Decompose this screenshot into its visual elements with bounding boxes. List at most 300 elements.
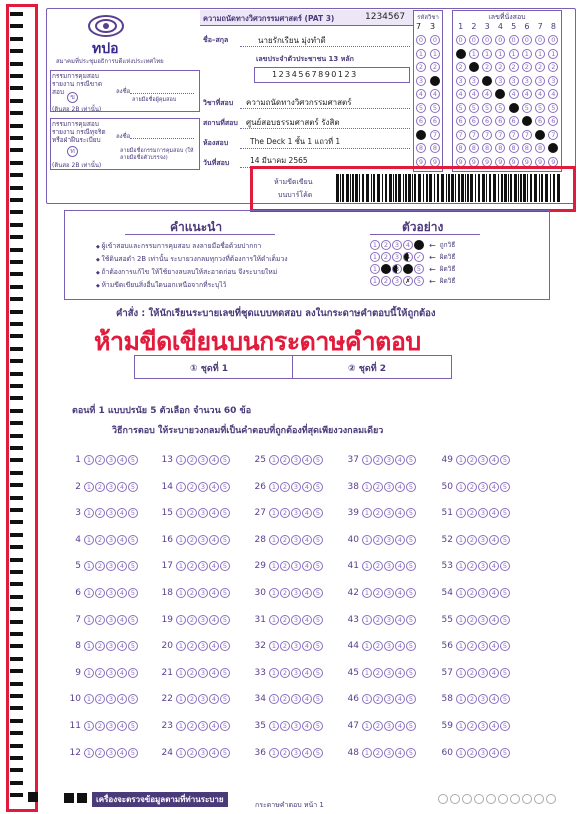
choice-bubble[interactable]: 3	[198, 535, 208, 545]
choice-bubble[interactable]: 5	[313, 615, 323, 625]
choice-bubble[interactable]: 3	[478, 482, 488, 492]
seat-bubble[interactable]: 8	[509, 143, 519, 153]
choice-bubble[interactable]: 4	[117, 561, 127, 571]
seat-bubble[interactable]: 2	[495, 62, 505, 72]
seat-bubble[interactable]: 2	[456, 62, 466, 72]
choice-bubble[interactable]: 5	[406, 561, 416, 571]
choice-bubble[interactable]: 2	[280, 535, 290, 545]
choice-bubble[interactable]: 2	[187, 615, 197, 625]
seat-bubble[interactable]: 9	[548, 157, 558, 167]
seat-bubble[interactable]: 3	[548, 76, 558, 86]
choice-bubble[interactable]: 3	[291, 721, 301, 731]
choice-bubble[interactable]: 2	[373, 588, 383, 598]
choice-bubble[interactable]: 2	[280, 694, 290, 704]
choice-bubble[interactable]: 3	[384, 641, 394, 651]
seat-bubble[interactable]: 5	[456, 103, 466, 113]
choice-bubble[interactable]: 5	[313, 668, 323, 678]
choice-bubble[interactable]: 1	[176, 668, 186, 678]
seat-bubble[interactable]: 0	[548, 35, 558, 45]
subject-code-bubble[interactable]: 5	[430, 103, 440, 113]
choice-bubble[interactable]: 1	[456, 535, 466, 545]
choice-bubble[interactable]: 4	[209, 455, 219, 465]
choice-bubble[interactable]: 4	[489, 615, 499, 625]
choice-bubble[interactable]: 1	[362, 641, 372, 651]
seat-bubble[interactable]: 8	[522, 143, 532, 153]
choice-bubble[interactable]: 5	[406, 721, 416, 731]
choice-bubble[interactable]: 4	[209, 668, 219, 678]
choice-bubble[interactable]: 1	[84, 721, 94, 731]
choice-bubble[interactable]: 2	[373, 694, 383, 704]
choice-bubble[interactable]: 3	[106, 508, 116, 518]
seat-bubble[interactable]: 1	[522, 49, 532, 59]
choice-bubble[interactable]: 3	[198, 721, 208, 731]
choice-bubble[interactable]: 2	[187, 508, 197, 518]
choice-bubble[interactable]: 1	[269, 508, 279, 518]
choice-bubble[interactable]: 1	[84, 748, 94, 758]
choice-bubble[interactable]: 4	[489, 694, 499, 704]
choice-bubble[interactable]: 1	[269, 694, 279, 704]
choice-bubble[interactable]: 4	[489, 721, 499, 731]
choice-bubble[interactable]: 5	[313, 721, 323, 731]
choice-bubble[interactable]: 2	[373, 482, 383, 492]
choice-bubble[interactable]: 5	[500, 641, 510, 651]
choice-bubble[interactable]: 3	[384, 588, 394, 598]
set-2-option[interactable]: ② ชุดที่ 2	[348, 364, 387, 374]
choice-bubble[interactable]: 3	[384, 561, 394, 571]
subject-code-bubble[interactable]: 4	[416, 89, 426, 99]
choice-bubble[interactable]: 5	[128, 668, 138, 678]
choice-bubble[interactable]: 2	[187, 482, 197, 492]
seat-bubble[interactable]: 9	[535, 157, 545, 167]
seat-bubble[interactable]: 7	[522, 130, 532, 140]
seat-bubble[interactable]: 0	[522, 35, 532, 45]
choice-bubble[interactable]: 1	[269, 641, 279, 651]
choice-bubble[interactable]: 3	[291, 508, 301, 518]
choice-bubble[interactable]: 2	[373, 561, 383, 571]
seat-bubble[interactable]: 9	[522, 157, 532, 167]
choice-bubble[interactable]: 2	[373, 535, 383, 545]
choice-bubble[interactable]: 5	[220, 668, 230, 678]
choice-bubble[interactable]: 2	[373, 615, 383, 625]
choice-bubble[interactable]: 1	[362, 668, 372, 678]
seat-bubble[interactable]: 3	[535, 76, 545, 86]
choice-bubble[interactable]: 2	[467, 748, 477, 758]
choice-bubble[interactable]: 4	[209, 615, 219, 625]
choice-bubble[interactable]: 4	[302, 615, 312, 625]
choice-bubble[interactable]: 1	[84, 588, 94, 598]
seat-bubble[interactable]: 3	[482, 76, 492, 86]
seat-bubble[interactable]: 1	[482, 49, 492, 59]
choice-bubble[interactable]: 4	[302, 748, 312, 758]
choice-bubble[interactable]: 4	[302, 455, 312, 465]
seat-bubble[interactable]: 6	[522, 116, 532, 126]
seat-bubble[interactable]: 5	[548, 103, 558, 113]
choice-bubble[interactable]: 1	[456, 721, 466, 731]
choice-bubble[interactable]: 2	[95, 482, 105, 492]
choice-bubble[interactable]: 5	[220, 561, 230, 571]
choice-bubble[interactable]: 5	[500, 455, 510, 465]
choice-bubble[interactable]: 1	[456, 615, 466, 625]
choice-bubble[interactable]: 1	[362, 482, 372, 492]
choice-bubble[interactable]: 3	[291, 668, 301, 678]
seat-bubble[interactable]: 7	[456, 130, 466, 140]
choice-bubble[interactable]: 5	[313, 561, 323, 571]
choice-bubble[interactable]: 4	[489, 641, 499, 651]
choice-bubble[interactable]: 5	[406, 615, 416, 625]
choice-bubble[interactable]: 4	[209, 641, 219, 651]
choice-bubble[interactable]: 4	[209, 535, 219, 545]
subject-code-bubble[interactable]: 6	[430, 116, 440, 126]
choice-bubble[interactable]: 2	[373, 641, 383, 651]
choice-bubble[interactable]: 5	[313, 748, 323, 758]
choice-bubble[interactable]: 1	[176, 615, 186, 625]
seat-bubble[interactable]: 2	[482, 62, 492, 72]
choice-bubble[interactable]: 3	[384, 535, 394, 545]
choice-bubble[interactable]: 5	[500, 561, 510, 571]
seat-bubble[interactable]: 9	[495, 157, 505, 167]
choice-bubble[interactable]: 4	[302, 721, 312, 731]
seat-bubble[interactable]: 1	[469, 49, 479, 59]
choice-bubble[interactable]: 1	[269, 588, 279, 598]
choice-bubble[interactable]: 2	[95, 748, 105, 758]
choice-bubble[interactable]: 2	[187, 721, 197, 731]
seat-bubble[interactable]: 4	[509, 89, 519, 99]
choice-bubble[interactable]: 5	[220, 455, 230, 465]
choice-bubble[interactable]: 5	[313, 588, 323, 598]
seat-bubble[interactable]: 0	[495, 35, 505, 45]
seat-bubble[interactable]: 2	[469, 62, 479, 72]
choice-bubble[interactable]: 5	[313, 535, 323, 545]
choice-bubble[interactable]: 4	[209, 561, 219, 571]
choice-bubble[interactable]: 1	[456, 561, 466, 571]
subject-code-bubble[interactable]: 9	[416, 157, 426, 167]
choice-bubble[interactable]: 5	[500, 588, 510, 598]
choice-bubble[interactable]: 1	[362, 561, 372, 571]
choice-bubble[interactable]: 1	[269, 482, 279, 492]
choice-bubble[interactable]: 3	[198, 508, 208, 518]
choice-bubble[interactable]: 5	[500, 721, 510, 731]
choice-bubble[interactable]: 3	[384, 668, 394, 678]
seat-bubble[interactable]: 2	[509, 62, 519, 72]
seat-bubble[interactable]: 8	[469, 143, 479, 153]
cheat-bubble[interactable]: ท	[67, 146, 78, 157]
choice-bubble[interactable]: 4	[117, 668, 127, 678]
subject-code-bubble[interactable]: 0	[430, 35, 440, 45]
choice-bubble[interactable]: 1	[84, 641, 94, 651]
choice-bubble[interactable]: 1	[456, 641, 466, 651]
choice-bubble[interactable]: 2	[467, 561, 477, 571]
choice-bubble[interactable]: 4	[117, 588, 127, 598]
choice-bubble[interactable]: 4	[395, 748, 405, 758]
seat-bubble[interactable]: 3	[509, 76, 519, 86]
choice-bubble[interactable]: 3	[291, 482, 301, 492]
choice-bubble[interactable]: 1	[362, 455, 372, 465]
choice-bubble[interactable]: 1	[84, 615, 94, 625]
choice-bubble[interactable]: 3	[106, 615, 116, 625]
choice-bubble[interactable]: 2	[95, 508, 105, 518]
seat-bubble[interactable]: 5	[535, 103, 545, 113]
choice-bubble[interactable]: 5	[500, 668, 510, 678]
choice-bubble[interactable]: 4	[489, 508, 499, 518]
choice-bubble[interactable]: 4	[395, 482, 405, 492]
choice-bubble[interactable]: 2	[95, 588, 105, 598]
choice-bubble[interactable]: 2	[280, 455, 290, 465]
seat-bubble[interactable]: 5	[482, 103, 492, 113]
choice-bubble[interactable]: 2	[467, 588, 477, 598]
choice-bubble[interactable]: 1	[176, 721, 186, 731]
choice-bubble[interactable]: 1	[269, 535, 279, 545]
choice-bubble[interactable]: 4	[302, 588, 312, 598]
choice-bubble[interactable]: 1	[84, 561, 94, 571]
subject-code-bubble[interactable]: 3	[416, 76, 426, 86]
choice-bubble[interactable]: 5	[313, 455, 323, 465]
choice-bubble[interactable]: 1	[176, 588, 186, 598]
choice-bubble[interactable]: 4	[395, 588, 405, 598]
choice-bubble[interactable]: 1	[269, 721, 279, 731]
choice-bubble[interactable]: 2	[187, 641, 197, 651]
choice-bubble[interactable]: 1	[362, 748, 372, 758]
choice-bubble[interactable]: 2	[187, 588, 197, 598]
choice-bubble[interactable]: 3	[106, 721, 116, 731]
seat-bubble[interactable]: 6	[495, 116, 505, 126]
choice-bubble[interactable]: 1	[176, 748, 186, 758]
choice-bubble[interactable]: 2	[373, 721, 383, 731]
choice-bubble[interactable]: 3	[291, 641, 301, 651]
seat-bubble[interactable]: 1	[509, 49, 519, 59]
choice-bubble[interactable]: 4	[395, 455, 405, 465]
choice-bubble[interactable]: 1	[362, 508, 372, 518]
seat-bubble[interactable]: 6	[456, 116, 466, 126]
seat-bubble[interactable]: 3	[456, 76, 466, 86]
choice-bubble[interactable]: 5	[128, 482, 138, 492]
subject-code-bubble[interactable]: 0	[416, 35, 426, 45]
choice-bubble[interactable]: 3	[291, 748, 301, 758]
choice-bubble[interactable]: 5	[313, 694, 323, 704]
choice-bubble[interactable]: 5	[500, 482, 510, 492]
seat-bubble[interactable]: 6	[509, 116, 519, 126]
choice-bubble[interactable]: 1	[176, 694, 186, 704]
seat-bubble[interactable]: 3	[495, 76, 505, 86]
choice-bubble[interactable]: 4	[489, 482, 499, 492]
choice-bubble[interactable]: 2	[187, 694, 197, 704]
choice-bubble[interactable]: 3	[106, 748, 116, 758]
choice-bubble[interactable]: 1	[176, 535, 186, 545]
seat-bubble[interactable]: 1	[535, 49, 545, 59]
choice-bubble[interactable]: 2	[467, 455, 477, 465]
choice-bubble[interactable]: 5	[220, 748, 230, 758]
choice-bubble[interactable]: 3	[106, 455, 116, 465]
choice-bubble[interactable]: 1	[456, 482, 466, 492]
choice-bubble[interactable]: 1	[362, 615, 372, 625]
choice-bubble[interactable]: 2	[187, 535, 197, 545]
subject-code-bubble[interactable]: 1	[416, 49, 426, 59]
seat-bubble[interactable]: 0	[456, 35, 466, 45]
choice-bubble[interactable]: 5	[406, 641, 416, 651]
choice-bubble[interactable]: 1	[456, 668, 466, 678]
seat-bubble[interactable]: 4	[456, 89, 466, 99]
seat-bubble[interactable]: 6	[548, 116, 558, 126]
choice-bubble[interactable]: 5	[128, 641, 138, 651]
seat-bubble[interactable]: 9	[456, 157, 466, 167]
choice-bubble[interactable]: 2	[467, 615, 477, 625]
choice-bubble[interactable]: 3	[106, 535, 116, 545]
choice-bubble[interactable]: 5	[500, 535, 510, 545]
choice-bubble[interactable]: 3	[291, 615, 301, 625]
choice-bubble[interactable]: 3	[198, 482, 208, 492]
choice-bubble[interactable]: 3	[384, 455, 394, 465]
set-1-option[interactable]: ① ชุดที่ 1	[190, 364, 229, 374]
choice-bubble[interactable]: 2	[95, 694, 105, 704]
choice-bubble[interactable]: 4	[302, 508, 312, 518]
subject-code-bubble[interactable]: 8	[430, 143, 440, 153]
choice-bubble[interactable]: 1	[84, 455, 94, 465]
choice-bubble[interactable]: 4	[302, 641, 312, 651]
seat-bubble[interactable]: 6	[535, 116, 545, 126]
seat-bubble[interactable]: 0	[509, 35, 519, 45]
choice-bubble[interactable]: 1	[269, 748, 279, 758]
choice-bubble[interactable]: 2	[95, 615, 105, 625]
seat-bubble[interactable]: 9	[469, 157, 479, 167]
choice-bubble[interactable]: 4	[489, 668, 499, 678]
seat-bubble[interactable]: 7	[482, 130, 492, 140]
choice-bubble[interactable]: 2	[280, 748, 290, 758]
subject-code-bubble[interactable]: 2	[430, 62, 440, 72]
choice-bubble[interactable]: 2	[280, 508, 290, 518]
subject-code-bubble[interactable]: 5	[416, 103, 426, 113]
choice-bubble[interactable]: 1	[456, 694, 466, 704]
seat-bubble[interactable]: 1	[548, 49, 558, 59]
choice-bubble[interactable]: 3	[478, 508, 488, 518]
seat-bubble[interactable]: 7	[509, 130, 519, 140]
choice-bubble[interactable]: 3	[478, 641, 488, 651]
choice-bubble[interactable]: 3	[384, 615, 394, 625]
choice-bubble[interactable]: 2	[373, 455, 383, 465]
choice-bubble[interactable]: 4	[302, 561, 312, 571]
choice-bubble[interactable]: 4	[117, 535, 127, 545]
seat-bubble[interactable]: 3	[522, 76, 532, 86]
choice-bubble[interactable]: 4	[209, 588, 219, 598]
choice-bubble[interactable]: 1	[176, 508, 186, 518]
choice-bubble[interactable]: 5	[406, 588, 416, 598]
choice-bubble[interactable]: 4	[395, 535, 405, 545]
choice-bubble[interactable]: 2	[467, 668, 477, 678]
choice-bubble[interactable]: 5	[406, 482, 416, 492]
choice-bubble[interactable]: 2	[280, 615, 290, 625]
choice-bubble[interactable]: 2	[467, 721, 477, 731]
choice-bubble[interactable]: 3	[478, 615, 488, 625]
seat-bubble[interactable]: 4	[469, 89, 479, 99]
choice-bubble[interactable]: 1	[456, 508, 466, 518]
choice-bubble[interactable]: 3	[384, 721, 394, 731]
choice-bubble[interactable]: 3	[478, 455, 488, 465]
choice-bubble[interactable]: 2	[280, 668, 290, 678]
choice-bubble[interactable]: 2	[187, 561, 197, 571]
seat-bubble[interactable]: 4	[482, 89, 492, 99]
choice-bubble[interactable]: 3	[106, 588, 116, 598]
choice-bubble[interactable]: 3	[478, 535, 488, 545]
choice-bubble[interactable]: 3	[478, 588, 488, 598]
choice-bubble[interactable]: 5	[220, 615, 230, 625]
choice-bubble[interactable]: 3	[198, 455, 208, 465]
choice-bubble[interactable]: 5	[500, 748, 510, 758]
seat-bubble[interactable]: 8	[495, 143, 505, 153]
seat-bubble[interactable]: 7	[495, 130, 505, 140]
seat-bubble[interactable]: 0	[535, 35, 545, 45]
choice-bubble[interactable]: 4	[117, 721, 127, 731]
seat-bubble[interactable]: 4	[535, 89, 545, 99]
seat-bubble[interactable]: 2	[548, 62, 558, 72]
choice-bubble[interactable]: 3	[291, 455, 301, 465]
choice-bubble[interactable]: 4	[395, 694, 405, 704]
choice-bubble[interactable]: 1	[456, 455, 466, 465]
choice-bubble[interactable]: 3	[478, 721, 488, 731]
choice-bubble[interactable]: 2	[373, 668, 383, 678]
choice-bubble[interactable]: 5	[406, 694, 416, 704]
choice-bubble[interactable]: 3	[478, 748, 488, 758]
choice-bubble[interactable]: 1	[176, 455, 186, 465]
absent-bubble[interactable]: ข	[67, 92, 78, 103]
seat-bubble[interactable]: 9	[482, 157, 492, 167]
choice-bubble[interactable]: 1	[456, 588, 466, 598]
choice-bubble[interactable]: 4	[302, 668, 312, 678]
choice-bubble[interactable]: 4	[489, 748, 499, 758]
choice-bubble[interactable]: 5	[313, 482, 323, 492]
choice-bubble[interactable]: 4	[117, 508, 127, 518]
subject-code-bubble[interactable]: 3	[430, 76, 440, 86]
choice-bubble[interactable]: 3	[384, 482, 394, 492]
choice-bubble[interactable]: 2	[95, 641, 105, 651]
choice-bubble[interactable]: 5	[128, 721, 138, 731]
seat-bubble[interactable]: 4	[495, 89, 505, 99]
choice-bubble[interactable]: 5	[406, 748, 416, 758]
choice-bubble[interactable]: 2	[280, 482, 290, 492]
choice-bubble[interactable]: 4	[489, 455, 499, 465]
choice-bubble[interactable]: 5	[220, 482, 230, 492]
seat-bubble[interactable]: 8	[482, 143, 492, 153]
choice-bubble[interactable]: 1	[176, 641, 186, 651]
seat-bubble[interactable]: 7	[469, 130, 479, 140]
choice-bubble[interactable]: 5	[128, 561, 138, 571]
choice-bubble[interactable]: 4	[209, 482, 219, 492]
seat-bubble[interactable]: 7	[548, 130, 558, 140]
choice-bubble[interactable]: 2	[467, 641, 477, 651]
choice-bubble[interactable]: 5	[128, 748, 138, 758]
choice-bubble[interactable]: 3	[198, 641, 208, 651]
choice-bubble[interactable]: 2	[280, 561, 290, 571]
subject-code-bubble[interactable]: 2	[416, 62, 426, 72]
choice-bubble[interactable]: 4	[209, 508, 219, 518]
choice-bubble[interactable]: 4	[209, 694, 219, 704]
seat-bubble[interactable]: 1	[495, 49, 505, 59]
choice-bubble[interactable]: 1	[176, 561, 186, 571]
choice-bubble[interactable]: 5	[220, 721, 230, 731]
choice-bubble[interactable]: 4	[117, 455, 127, 465]
choice-bubble[interactable]: 2	[280, 721, 290, 731]
subject-code-bubble[interactable]: 9	[430, 157, 440, 167]
choice-bubble[interactable]: 5	[500, 615, 510, 625]
choice-bubble[interactable]: 1	[84, 535, 94, 545]
seat-bubble[interactable]: 2	[535, 62, 545, 72]
choice-bubble[interactable]: 5	[406, 455, 416, 465]
seat-bubble[interactable]: 2	[522, 62, 532, 72]
seat-bubble[interactable]: 0	[482, 35, 492, 45]
choice-bubble[interactable]: 2	[373, 748, 383, 758]
choice-bubble[interactable]: 5	[406, 668, 416, 678]
choice-bubble[interactable]: 3	[198, 668, 208, 678]
choice-bubble[interactable]: 3	[384, 748, 394, 758]
choice-bubble[interactable]: 1	[84, 508, 94, 518]
choice-bubble[interactable]: 1	[84, 694, 94, 704]
